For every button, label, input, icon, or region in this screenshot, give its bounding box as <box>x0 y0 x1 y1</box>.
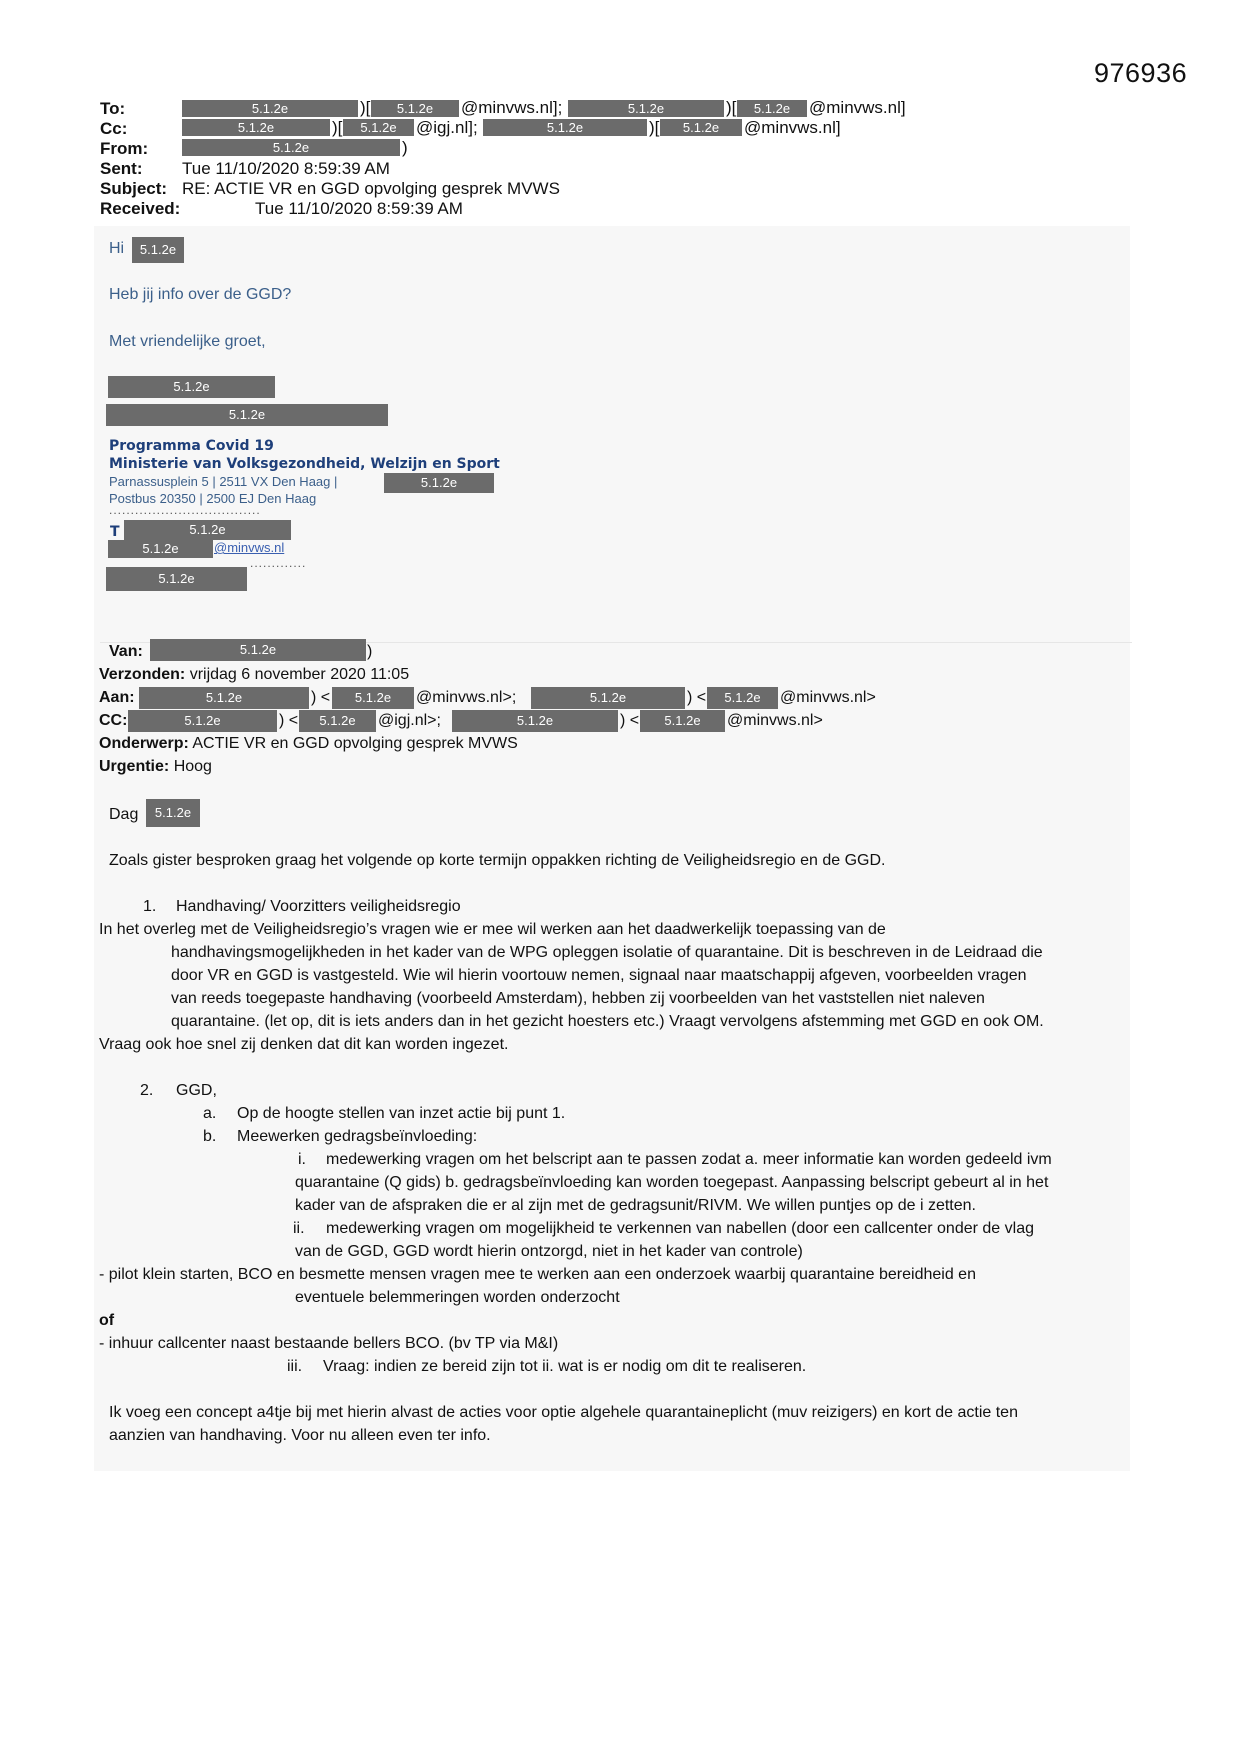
to-label: To: <box>100 99 126 118</box>
redaction-box: 5.1.2e <box>452 710 618 732</box>
redaction-box: 5.1.2e <box>108 376 275 398</box>
subitem-iii-text: Vraag: indien ze bereid zijn tot ii. wat is er nodig om dit te realiseren. <box>323 1358 807 1375</box>
signature-program: Programma Covid 19 <box>109 438 274 454</box>
signature-ministry: Ministerie van Volksgezondheid, Welzijn en Sport <box>109 456 500 472</box>
signature-divider: ............. <box>250 556 307 570</box>
signature-email-link[interactable]: @minvws.nl <box>214 540 285 555</box>
email-domain: @minvws.nl> <box>727 712 823 729</box>
redaction-box: 5.1.2e <box>132 237 184 263</box>
redaction-box: 5.1.2e <box>182 100 358 117</box>
item-1-line: door VR en GGD is vastgesteld. Wie wil hierin voortouw nemen, signaal naar maatschappij afgeven, voorbeelden vragen <box>171 967 1027 984</box>
redaction-box: 5.1.2e <box>640 710 725 732</box>
urgentie-row: Urgentie: Hoog <box>99 758 212 775</box>
cc-row <box>100 119 183 139</box>
redaction-box: 5.1.2e <box>128 710 277 732</box>
item-1-title: Handhaving/ Voorzitters veiligheidsregio <box>176 898 461 915</box>
redaction-box: 5.1.2e <box>124 520 291 540</box>
subject-row <box>100 179 560 199</box>
redaction-box: 5.1.2e <box>182 139 400 156</box>
reply-question: Heb jij info over de GGD? <box>109 286 292 303</box>
subitem-ii-label: ii. <box>293 1220 305 1237</box>
subitem-b-label: b. <box>203 1128 217 1145</box>
subitem-i-label: i. <box>298 1151 306 1168</box>
redaction-box: 5.1.2e <box>737 100 807 117</box>
onderwerp-value: ACTIE VR en GGD opvolging gesprek MVWS <box>192 735 518 752</box>
item-1-line: quarantaine. (let op, dit is iets anders dan in het gezicht hoesters etc.) Vraagt vervolgens afstemming met GGD en ook OM. <box>171 1013 1044 1030</box>
verzonden-row: Verzonden: vrijdag 6 november 2020 11:05 <box>99 666 410 683</box>
subject-value: RE: ACTIE VR en GGD opvolging gesprek MVWS <box>182 179 560 198</box>
signature-divider: ................................... <box>109 503 261 517</box>
from-row <box>100 139 183 159</box>
subitem-i-line: kader van de afspraken die er al zijn met de gedragsunit/RIVM. We willen puntjes op de i zetten. <box>295 1197 976 1214</box>
pilot-line: eventuele belemmeringen worden onderzocht <box>295 1289 620 1306</box>
inhuur-line: - inhuur callcenter naast bestaande bellers BCO. (bv TP via M&I) <box>99 1335 559 1352</box>
verzonden-value: vrijdag 6 november 2020 11:05 <box>189 666 410 683</box>
email-domain: @minvws.nl] <box>744 118 841 137</box>
signature-address: Parnassusplein 5 | 2511 VX Den Haag | <box>109 474 338 489</box>
subitem-i-line: medewerking vragen om het belscript aan te passen zodat a. meer informatie kan worden gedeeld ivm <box>326 1151 1052 1168</box>
intro-text: Zoals gister besproken graag het volgende op korte termijn oppakken richting de Veiligheidsregio en de GGD. <box>109 852 886 869</box>
item-2-title: GGD, <box>176 1082 217 1099</box>
document-number: 976936 <box>1094 58 1188 88</box>
from-label: From: <box>100 139 149 158</box>
subitem-a-label: a. <box>203 1105 217 1122</box>
or-label: of <box>99 1312 115 1329</box>
salutation: Dag <box>109 806 139 823</box>
item-1-line: In het overleg met de Veiligheidsregio’s vragen wie er mee wil werken aan het daadwerkelijk toepassing van de <box>99 921 886 938</box>
redaction-box: 5.1.2e <box>332 687 414 709</box>
pilot-line: - pilot klein starten, BCO en besmette mensen vragen mee te werken aan een onderzoek waarbij quarantaine bereidheid en <box>99 1266 976 1283</box>
to-row <box>100 99 183 119</box>
urgentie-value: Hoog <box>173 758 212 775</box>
email-domain: @minvws.nl>; <box>416 689 517 706</box>
redaction-box: 5.1.2e <box>371 100 459 117</box>
email-domain: @minvws.nl]; <box>461 98 563 117</box>
sent-label: Sent: <box>100 159 143 178</box>
received-label: Received: <box>100 199 181 218</box>
signature-postbus: Postbus 20350 | 2500 EJ Den Haag <box>109 491 317 506</box>
closing-line: Ik voeg een concept a4tje bij met hierin alvast de acties voor optie algehele quarantaineplicht (muv reizigers) en kort de actie ten <box>109 1404 1018 1421</box>
subject-label: Subject: <box>100 179 168 198</box>
item-1-line: Vraag ook hoe snel zij denken dat dit kan worden ingezet. <box>99 1036 509 1053</box>
van-label: Van: <box>109 643 143 660</box>
subitem-a-text: Op de hoogte stellen van inzet actie bij punt 1. <box>237 1105 566 1122</box>
redaction-box: 5.1.2e <box>384 473 494 493</box>
item-1-line: handhavingsmogelijkheden in het kader van de WPG opleggen isolatie of quarantaine. Dit is beschreven in de Leidraad die <box>171 944 1043 961</box>
aan-label: Aan: <box>99 689 135 706</box>
redaction-box: 5.1.2e <box>150 639 366 661</box>
email-domain: @igj.nl]; <box>416 118 478 137</box>
subitem-b-text: Meewerken gedragsbeïnvloeding: <box>237 1128 478 1145</box>
redaction-box: 5.1.2e <box>299 710 376 732</box>
redaction-box: 5.1.2e <box>108 540 213 558</box>
item-1-number: 1. <box>143 898 157 915</box>
redaction-box: 5.1.2e <box>568 100 724 117</box>
onderwerp-row: Onderwerp: ACTIE VR en GGD opvolging gesprek MVWS <box>99 735 518 752</box>
received-value: Tue 11/10/2020 8:59:39 AM <box>255 199 463 218</box>
redaction-box: 5.1.2e <box>483 119 647 136</box>
subitem-iii-label: iii. <box>287 1358 303 1375</box>
subitem-ii-line: van de GGD, GGD wordt hierin ontzorgd, niet in het kader van controle) <box>295 1243 803 1260</box>
redaction-box: 5.1.2e <box>106 404 388 426</box>
cc-label: Cc: <box>100 119 128 138</box>
redaction-box: 5.1.2e <box>139 687 309 709</box>
subitem-ii-line: medewerking vragen om mogelijkheid te verkennen van nabellen (door een callcenter onder de vlag <box>326 1220 1034 1237</box>
signature-phone-label: T <box>110 524 120 540</box>
item-1-line: van reeds toegepaste handhaving (voorbeeld Amsterdam), hebben zij voorbeelden van het vaststellen niet naleven <box>171 990 985 1007</box>
closing-line: aanzien van handhaving. Voor nu alleen even ter info. <box>109 1427 491 1444</box>
email-domain: @minvws.nl> <box>780 689 876 706</box>
sent-row <box>100 159 390 179</box>
greeting: Hi <box>109 240 125 257</box>
redaction-box: 5.1.2e <box>146 799 200 827</box>
received-row <box>100 199 463 219</box>
redaction-box: 5.1.2e <box>106 567 247 591</box>
email-domain: @minvws.nl] <box>809 98 906 117</box>
subitem-i-line: quarantaine (Q gids) b. gedragsbeïnvloeding kan worden toegepast. Aanpassing belscript gebeurt al in het <box>295 1174 1049 1191</box>
cc-label: CC: <box>99 712 128 729</box>
redaction-box: 5.1.2e <box>531 687 685 709</box>
email-domain: @igj.nl>; <box>378 712 441 729</box>
redaction-box: 5.1.2e <box>660 119 742 136</box>
reply-closing: Met vriendelijke groet, <box>109 333 266 350</box>
redaction-box: 5.1.2e <box>182 119 330 136</box>
sent-value: Tue 11/10/2020 8:59:39 AM <box>182 159 390 178</box>
redaction-box: 5.1.2e <box>707 687 778 709</box>
redaction-box: 5.1.2e <box>343 119 414 136</box>
item-2-number: 2. <box>140 1082 154 1099</box>
